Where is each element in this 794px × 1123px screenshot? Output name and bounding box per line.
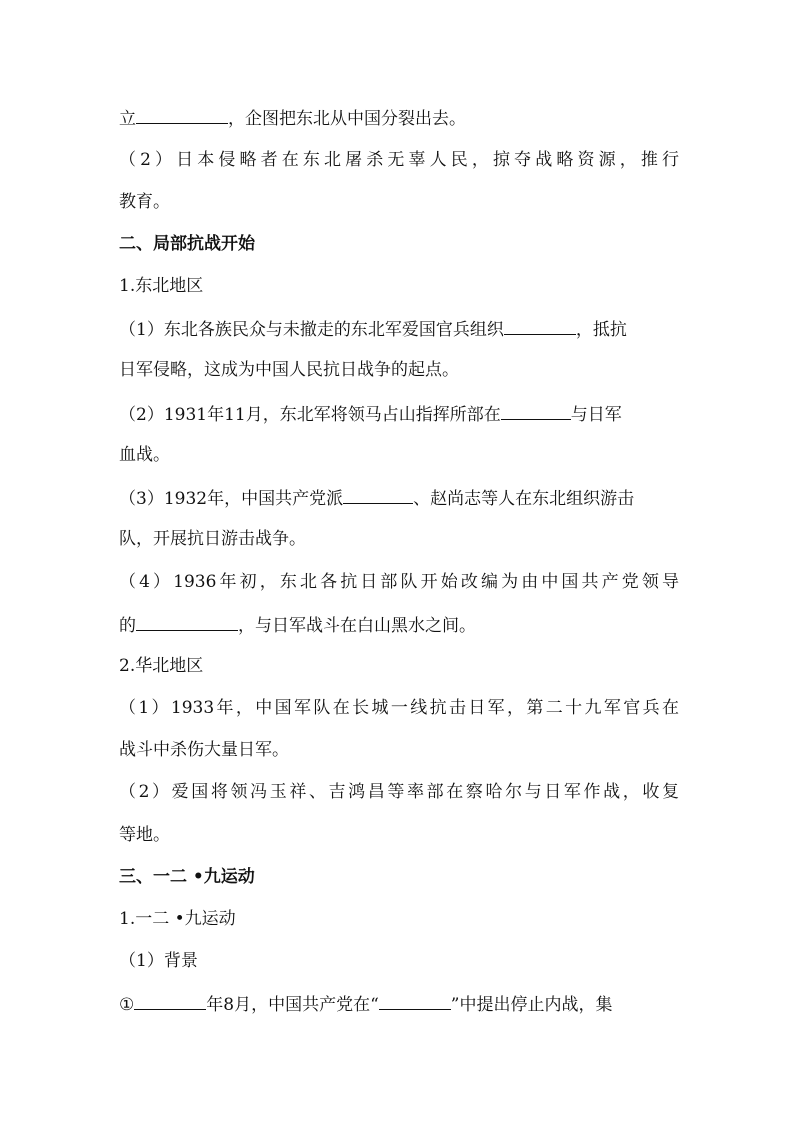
- text-segment: 年8月，中国共产党在“: [206, 995, 379, 1015]
- text-line: [119, 401, 679, 427]
- text-segment: 1.一二 •九运动: [119, 909, 236, 929]
- text-line: [119, 696, 679, 720]
- text-segment: 2.华北地区: [119, 656, 204, 676]
- text-line: [119, 823, 679, 847]
- text-segment: （1）背景: [119, 951, 198, 971]
- text-segment: （2）爱国将领冯玉祥、吉鸿昌等率部在察哈尔与日军作战，收复: [119, 782, 679, 802]
- subsection-heading: [119, 907, 679, 931]
- text-line: [119, 527, 679, 551]
- text-segment: ，与日军战斗在白山黑水之间。: [238, 616, 476, 636]
- text-line: [119, 443, 679, 467]
- text-segment: 日军侵略，这成为中国人民抗日战争的起点。: [119, 360, 459, 380]
- text-segment: 立: [119, 109, 136, 129]
- text-line: [119, 105, 679, 131]
- text-segment: 教育。: [119, 192, 170, 212]
- text-line: [119, 148, 679, 172]
- text-segment: 与日军: [570, 405, 622, 425]
- text-line: [119, 612, 679, 638]
- fill-blank: [379, 991, 451, 1010]
- text-line: [119, 780, 679, 804]
- text-line: [119, 949, 679, 973]
- text-segment: （2）日本侵略者在东北屠杀无辜人民，掠夺战略资源，推行: [119, 150, 679, 170]
- heading-text: 三、一二 •九运动: [119, 867, 255, 887]
- section-heading: [119, 232, 679, 256]
- fill-blank: [136, 105, 228, 124]
- fill-blank: [136, 612, 238, 631]
- text-segment: ”中提出停止内战，集: [450, 995, 613, 1015]
- text-line: [119, 485, 679, 511]
- text-line: [119, 358, 679, 382]
- text-segment: （2）1931年11月，东北军将领马占山指挥所部在: [119, 405, 501, 425]
- text-segment: ，抵抗: [575, 320, 627, 340]
- text-segment: 队，开展抗日游击战争。: [119, 529, 306, 549]
- subsection-heading: [119, 274, 679, 298]
- subsection-heading: [119, 654, 679, 678]
- text-segment: 血战。: [119, 445, 170, 465]
- text-segment: 等地。: [119, 825, 170, 845]
- heading-text: 二、局部抗战开始: [119, 234, 255, 254]
- text-segment: 的: [119, 616, 136, 636]
- text-segment: （1）东北各族民众与未撤走的东北军爱国官兵组织: [119, 320, 504, 340]
- fill-blank: [504, 316, 576, 335]
- text-segment: 1.东北地区: [119, 276, 204, 296]
- text-line: [119, 190, 679, 214]
- fill-blank: [134, 991, 206, 1010]
- text-line: [119, 991, 679, 1017]
- text-segment: 战斗中杀伤大量日军。: [119, 740, 289, 760]
- text-line: [119, 570, 679, 594]
- text-segment: ①: [119, 995, 135, 1015]
- text-segment: （3）1932年，中国共产党派: [119, 489, 344, 509]
- fill-blank: [501, 401, 571, 420]
- text-segment: ，企图把东北从中国分裂出去。: [228, 109, 466, 129]
- text-line: [119, 316, 679, 342]
- text-segment: 、赵尚志等人在东北组织游击: [413, 489, 635, 509]
- text-segment: （1）1933年，中国军队在长城一线抗击日军，第二十九军官兵在: [119, 698, 679, 718]
- section-heading: [119, 865, 679, 889]
- text-line: [119, 738, 679, 762]
- fill-blank: [343, 485, 413, 504]
- text-segment: （4）1936年初，东北各抗日部队开始改编为由中国共产党领导: [119, 572, 679, 592]
